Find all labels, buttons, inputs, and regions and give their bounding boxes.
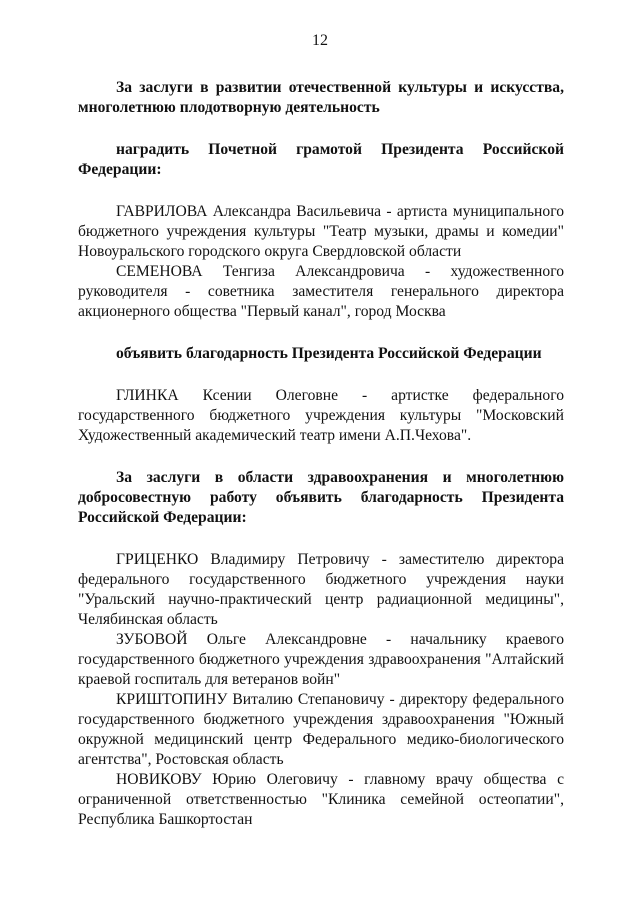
- award-entry: КРИШТОПИНУ Виталию Степановичу - директору федерального государственного бюджетного учреждения здравоохранения "Южный окружной медицинский центр Федерального медико-биологического агентства", Ростовская область: [78, 691, 564, 768]
- spacer: [78, 180, 564, 202]
- spacer: [78, 118, 564, 140]
- spacer: [78, 528, 564, 550]
- section-heading-gratitude: объявить благодарность Президента Российской Федерации: [116, 345, 542, 362]
- spacer: [78, 364, 564, 386]
- section-heading-healthcare-merit: За заслуги в области здравоохранения и многолетнюю добросовестную работу объявить благодарность Президента Российской Федерации:: [78, 469, 564, 526]
- document-body: [78, 78, 564, 830]
- spacer: [78, 446, 564, 468]
- award-entry: ГАВРИЛОВА Александра Васильевича - артиста муниципального бюджетного учреждения культуры "Театр музыки, драмы и комедии" Новоуральского городского округа Свердловской области: [78, 203, 564, 260]
- section-heading-culture-merit: За заслуги в развитии отечественной культуры и искусства, многолетнюю плодотворную деятельность: [78, 79, 564, 116]
- award-entry: ЗУБОВОЙ Ольге Александровне - начальнику краевого государственного бюджетного учреждения здравоохранения "Алтайский краевой госпиталь для ветеранов войн": [78, 631, 564, 688]
- award-entry: ГРИЦЕНКО Владимиру Петровичу - заместителю директора федерального государственного бюджетного учреждения науки "Уральский научно-практический центр радиационной медицины", Челябинская область: [78, 551, 564, 628]
- section-heading-certificate-award: наградить Почетной грамотой Президента Российской Федерации:: [78, 141, 564, 178]
- page-number: 12: [312, 32, 328, 49]
- spacer: [78, 322, 564, 344]
- award-entry: ГЛИНКА Ксении Олеговне - артистке федерального государственного бюджетного учреждения культуры "Московский Художественный академический театр имени А.П.Чехова".: [78, 387, 564, 444]
- award-entry: СЕМЕНОВА Тенгиза Александровича - художественного руководителя - советника заместителя генерального директора акционерного общества "Первый канал", город Москва: [78, 263, 564, 320]
- award-entry: НОВИКОВУ Юрию Олеговичу - главному врачу общества с ограниченной ответственностью "Клиника семейной остеопатии", Республика Башкортостан: [78, 771, 564, 828]
